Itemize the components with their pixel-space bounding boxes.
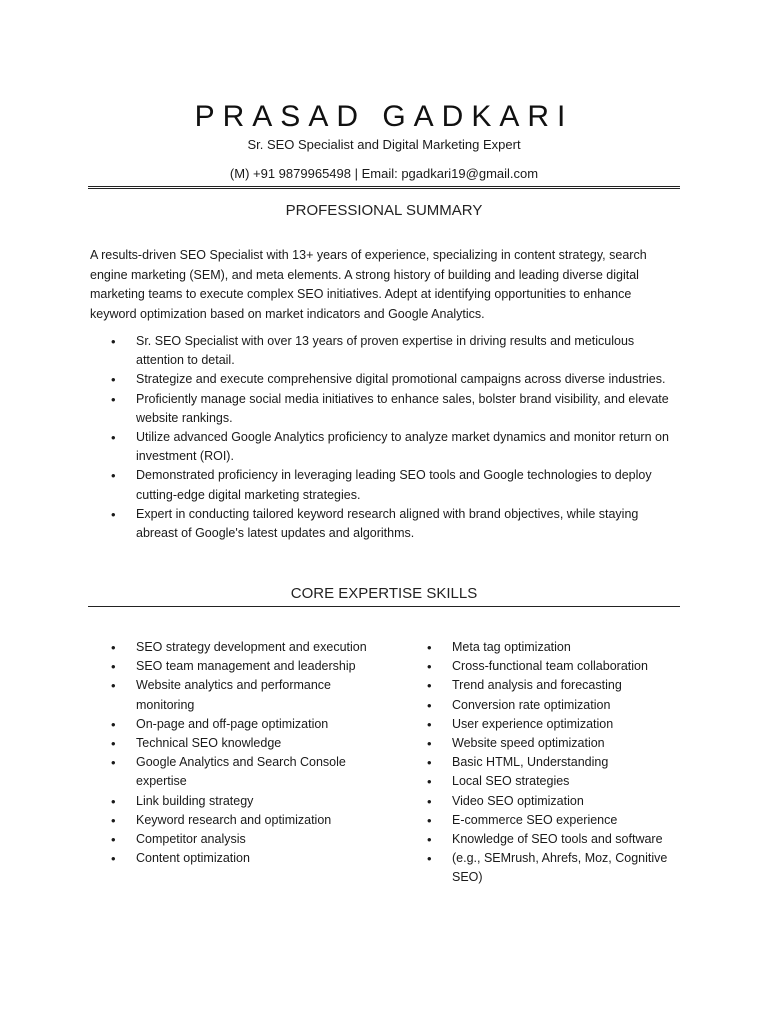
- list-item: • Sr. SEO Specialist with over 13 years of proven expertise in driving results and meticulous attention to detail.: [111, 332, 681, 370]
- list-item: • Technical SEO knowledge: [111, 734, 376, 753]
- list-item: • Content optimization: [111, 849, 376, 868]
- list-item: • Link building strategy: [111, 792, 376, 811]
- list-item: • Cross-functional team collaboration: [427, 657, 682, 676]
- list-item: • Demonstrated proficiency in leveraging leading SEO tools and Google technologies to deploy cutting-edge digital marketing strategies.: [111, 466, 681, 504]
- list-item: • Website analytics and performance monitoring: [111, 676, 376, 714]
- list-item: • Meta tag optimization: [427, 638, 682, 657]
- list-item: • User experience optimization: [427, 715, 682, 734]
- list-item: • Knowledge of SEO tools and software: [427, 830, 682, 849]
- list-item: • Expert in conducting tailored keyword research aligned with brand objectives, while staying abreast of Google's latest updates and algorithms.: [111, 505, 681, 543]
- list-item: • Proficiently manage social media initiatives to enhance sales, bolster brand visibility, and elevate website rankings.: [111, 390, 681, 428]
- list-item: • SEO strategy development and execution: [111, 638, 376, 657]
- summary-paragraph: A results-driven SEO Specialist with 13+ years of experience, specializing in content strategy, search engine marketing (SEM), and meta elements. A strong history of building and leading diverse digital marketing teams to execute complex SEO initiatives. Adept at identifying opportunities to enhance keyword optimization based on market indicators and Google Analytics.: [90, 248, 647, 321]
- list-item: • (e.g., SEMrush, Ahrefs, Moz, Cognitive SEO): [427, 849, 682, 887]
- list-item: • Trend analysis and forecasting: [427, 676, 682, 695]
- list-item: • Basic HTML, Understanding: [427, 753, 682, 772]
- candidate-name: PRASAD GADKARI: [194, 100, 574, 133]
- skills-heading: CORE EXPERTISE SKILLS: [290, 585, 478, 602]
- skills-list-right: [427, 638, 682, 888]
- summary-bullet-list: [111, 332, 681, 543]
- list-item: • Keyword research and optimization: [111, 811, 376, 830]
- list-item: • Local SEO strategies: [427, 772, 682, 791]
- list-item: • SEO team management and leadership: [111, 657, 376, 676]
- list-item: • Utilize advanced Google Analytics proficiency to analyze market dynamics and monitor return on investment (ROI).: [111, 428, 681, 466]
- list-item: • On-page and off-page optimization: [111, 715, 376, 734]
- summary-heading: PROFESSIONAL SUMMARY: [285, 202, 483, 219]
- list-item: • Competitor analysis: [111, 830, 376, 849]
- skills-list-left: [111, 638, 376, 868]
- list-item: • Video SEO optimization: [427, 792, 682, 811]
- list-item: • Conversion rate optimization: [427, 696, 682, 715]
- list-item: • Website speed optimization: [427, 734, 682, 753]
- contact-info: (M) +91 9879965498 | Email: pgadkari19@gmail.com: [229, 166, 539, 181]
- candidate-title: Sr. SEO Specialist and Digital Marketing Expert: [247, 137, 521, 152]
- list-item: • E-commerce SEO experience: [427, 811, 682, 830]
- skills-divider: [88, 606, 680, 607]
- list-item: • Google Analytics and Search Console expertise: [111, 753, 376, 791]
- list-item: • Strategize and execute comprehensive digital promotional campaigns across diverse industries.: [111, 370, 681, 389]
- header-divider: [88, 186, 680, 189]
